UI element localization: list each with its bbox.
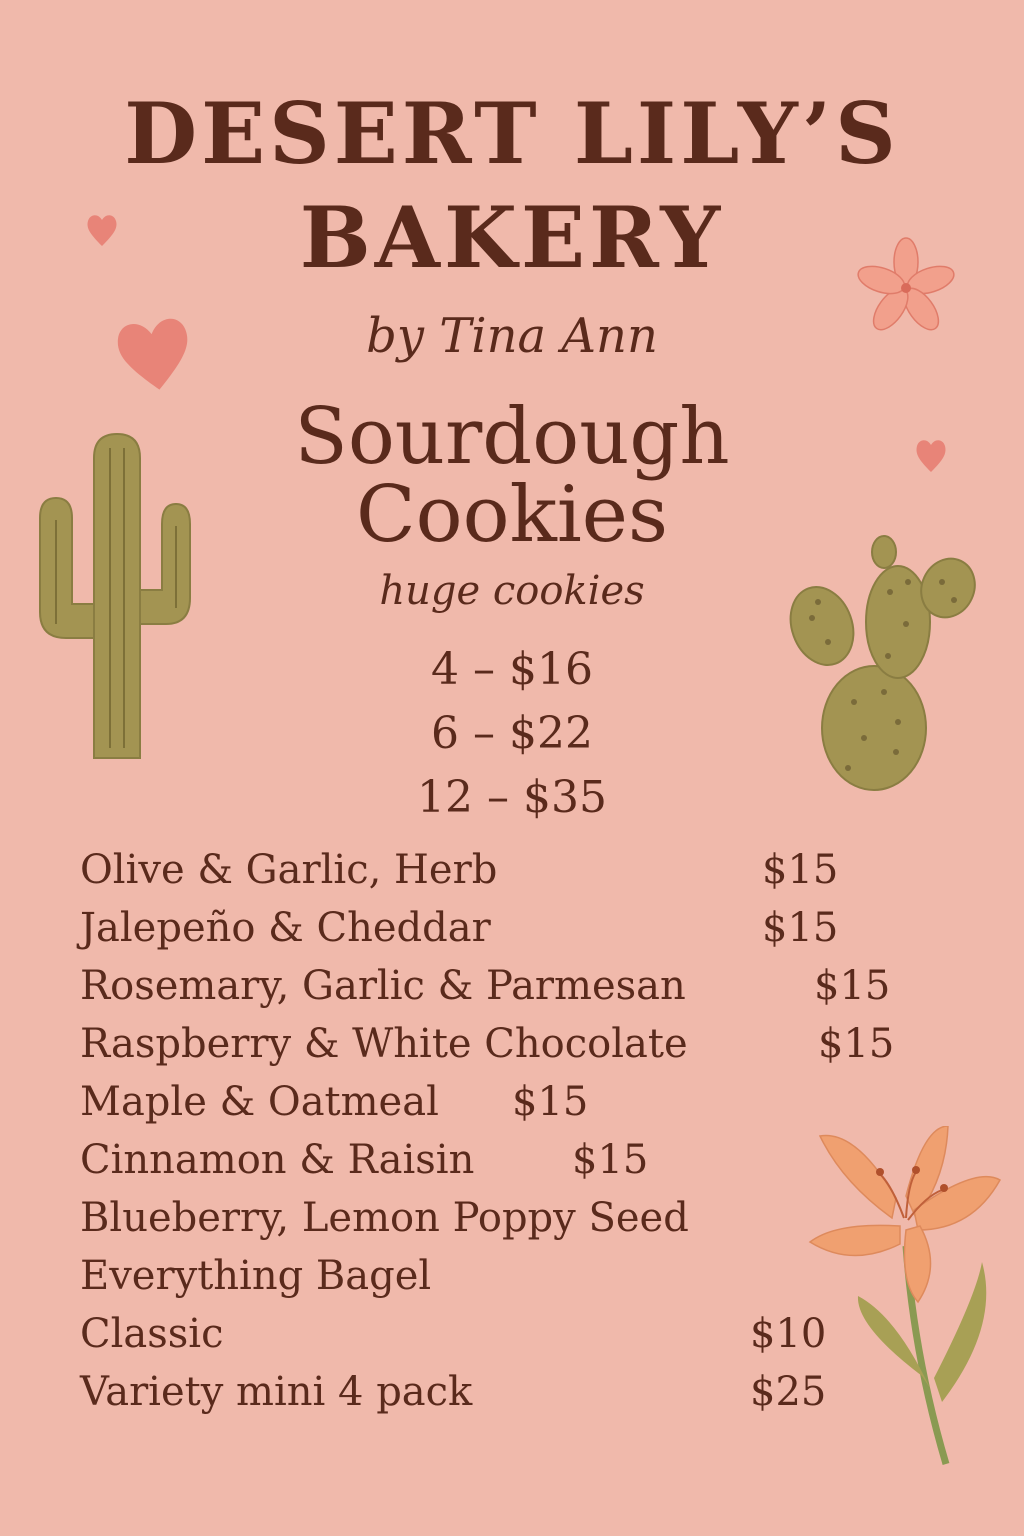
bakery-title-line1: DESERT LILY’S xyxy=(124,84,900,183)
lily-flower-icon xyxy=(796,1126,1008,1468)
menu-item-name: Cinnamon & Raisin xyxy=(80,1137,475,1183)
product-title-line1: Sourdough xyxy=(294,392,730,482)
byline: by Tina Ann xyxy=(366,308,658,364)
menu-item-price: $15 xyxy=(762,847,839,893)
price-tier: 6 – $22 xyxy=(431,708,593,759)
menu-item-name: Raspberry & White Chocolate xyxy=(80,1021,688,1067)
menu-item-price: $15 xyxy=(814,963,891,1009)
product-title-line2: Cookies xyxy=(356,470,668,560)
menu-item-name: Variety mini 4 pack xyxy=(80,1369,473,1415)
menu-item-name: Olive & Garlic, Herb xyxy=(80,847,498,893)
prickly-pear-cactus-icon xyxy=(788,532,984,794)
menu-item-price: $15 xyxy=(818,1021,895,1067)
menu-item-name: Everything Bagel xyxy=(80,1253,432,1299)
menu-item-name: Jalepeño & Cheddar xyxy=(80,905,491,951)
menu-item-name: Rosemary, Garlic & Parmesan xyxy=(80,963,686,1009)
menu-item-name: Maple & Oatmeal xyxy=(80,1079,439,1125)
bakery-title-line2: BAKERY xyxy=(299,188,725,287)
menu-item-price: $15 xyxy=(572,1137,649,1183)
heart-icon xyxy=(84,210,120,250)
menu-item-price: $25 xyxy=(750,1369,827,1415)
menu-item-name: Blueberry, Lemon Poppy Seed xyxy=(80,1195,689,1241)
menu-item-price: $15 xyxy=(762,905,839,951)
flower-icon xyxy=(856,236,956,340)
product-subtitle: huge cookies xyxy=(379,568,645,614)
saguaro-cactus-icon xyxy=(34,428,200,760)
heart-icon xyxy=(912,434,950,476)
menu-item-price: $10 xyxy=(750,1311,827,1357)
menu-item-price: $15 xyxy=(512,1079,589,1125)
price-tier: 4 – $16 xyxy=(431,644,593,695)
price-tier: 12 – $35 xyxy=(417,772,607,823)
heart-icon xyxy=(112,306,196,396)
menu-item-name: Classic xyxy=(80,1311,224,1357)
